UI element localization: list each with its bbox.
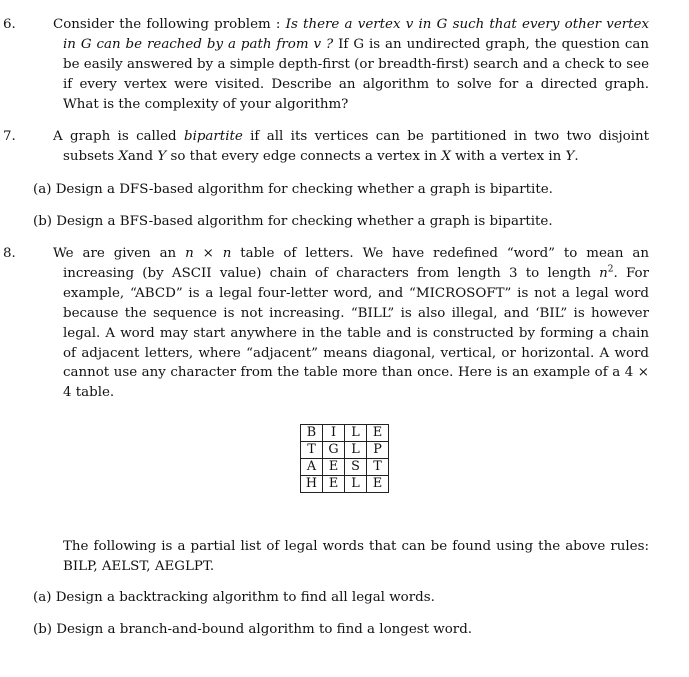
- math-Y: Y: [157, 148, 167, 164]
- problem-6-body: If G is an undirected graph, the question can be easily answered by a simple depth-first (or breadth-first) search and a check to see if every vertex were visited. Describe an algorithm to solve for a directed graph. What is the complexity of your algorithm?: [63, 36, 650, 112]
- math-X: X: [118, 148, 128, 164]
- problem-7-text: with a vertex in: [450, 148, 566, 164]
- problem-8-followup: The following is a partial list of legal words that can be found using the above rules: BILP, AELST, AEGLPT.: [63, 539, 649, 574]
- math-n: n: [599, 265, 608, 281]
- table-cell: E: [367, 476, 389, 493]
- problem-8-text: We are given an: [53, 246, 186, 261]
- problem-8-part-b: (b) Design a branch-and-bound algorithm to find a longest word.: [33, 622, 473, 637]
- problem-7-text: and: [127, 148, 158, 164]
- table-cell: T: [301, 442, 323, 459]
- problem-7-number: 7.: [3, 129, 16, 144]
- problem-7-text: so that every edge connects a vertex in: [166, 148, 442, 164]
- problem-7-text: if all its vertices can be partitioned in two two disjoint subsets: [63, 129, 649, 164]
- math-X: X: [441, 148, 451, 164]
- problem-7-part-a: (a) Design a DFS-based algorithm for checking whether a graph is bipartite.: [33, 182, 553, 197]
- table-cell: L: [345, 442, 367, 459]
- math-exponent: 2: [607, 264, 614, 275]
- table-cell: H: [301, 476, 323, 493]
- table-cell: L: [345, 425, 367, 442]
- problem-7-text: A graph is called: [53, 129, 184, 144]
- table-cell: S: [345, 459, 367, 476]
- table-cell: E: [367, 425, 389, 442]
- table-cell: T: [367, 459, 389, 476]
- table-row: [301, 459, 389, 476]
- term-bipartite: bipartite: [184, 129, 243, 144]
- table-cell: E: [323, 459, 345, 476]
- table-cell: I: [323, 425, 345, 442]
- problem-7-part-b: (b) Design a BFS-based algorithm for checking whether a graph is bipartite.: [33, 214, 553, 229]
- problem-7: [3, 127, 649, 167]
- problem-8: [3, 244, 650, 403]
- problem-6: [3, 15, 650, 115]
- problem-6-intro: Consider the following problem :: [53, 17, 286, 32]
- table-cell: P: [367, 442, 389, 459]
- table-cell: E: [323, 476, 345, 493]
- table-cell: B: [301, 425, 323, 442]
- problem-6-number: 6.: [3, 17, 16, 32]
- table-row: [301, 425, 389, 442]
- math-n: n: [185, 246, 194, 261]
- letter-table: [300, 424, 389, 493]
- math-n: n: [222, 246, 232, 261]
- problem-8-text: . For example, “ABCD” is a legal four-letter word, and “MICROSOFT” is not a legal word because the sequence is not increasing. “BILL” is also illegal, and ‘BIL” is however legal. A word may start anywhere in the table and is constructed by forming a chain of adjacent letters, where “adjacent” means diagonal, vertical, or horizontal. A word cannot use any character from the table more than once. Here is an example of a 4 × 4 table.: [63, 265, 649, 401]
- problem-8-text: table of letters. We have redefined “word” to mean an increasing (by ASCII value) chain of characters from length 3 to length: [63, 246, 650, 281]
- math-times: ×: [193, 246, 223, 261]
- table-cell: L: [345, 476, 367, 493]
- table-row: [301, 476, 389, 493]
- problem-8-number: 8.: [3, 246, 16, 261]
- problem-6-question: Is there a vertex v in G such that every other vertex in G can be reached by a path from v ?: [63, 17, 649, 52]
- problem-7-text: .: [574, 148, 579, 164]
- math-Y: Y: [565, 148, 575, 164]
- problem-8-part-a: (a) Design a backtracking algorithm to find all legal words.: [33, 590, 435, 605]
- table-cell: A: [301, 459, 323, 476]
- table-cell: G: [323, 442, 345, 459]
- table-row: [301, 442, 389, 459]
